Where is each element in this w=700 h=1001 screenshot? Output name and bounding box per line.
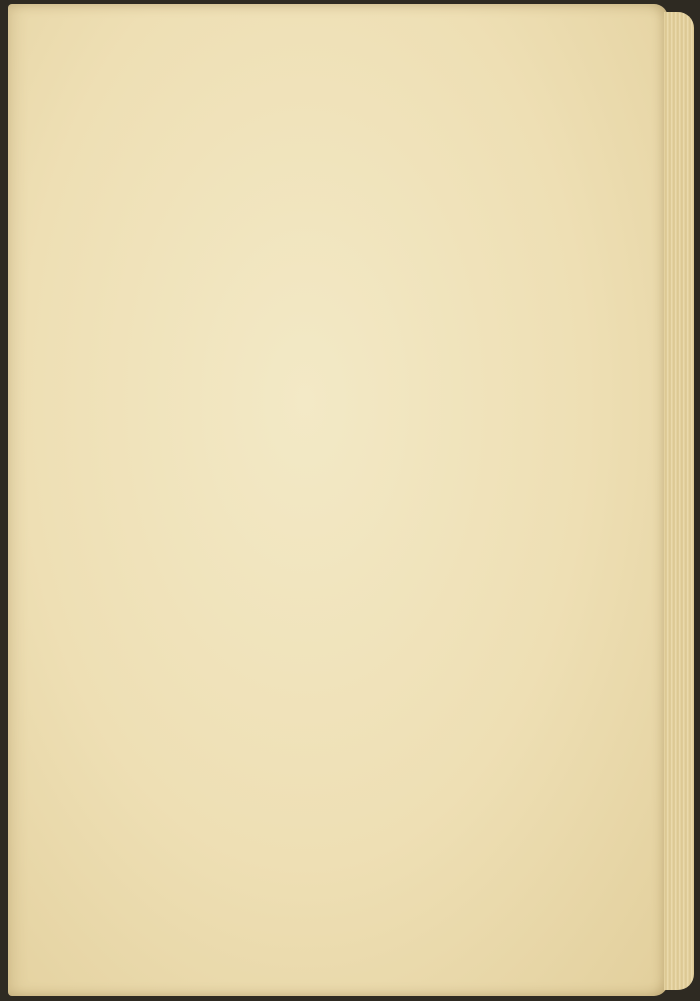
- page-edges: [664, 12, 694, 990]
- book-page: [8, 4, 668, 996]
